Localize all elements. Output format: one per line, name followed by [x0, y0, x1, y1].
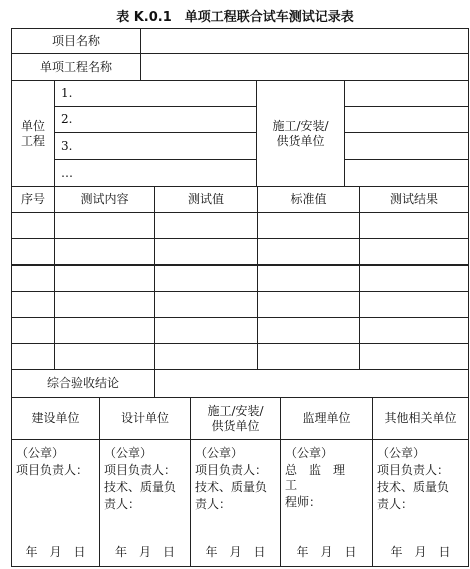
table-cell[interactable] [54, 238, 155, 265]
signer-line: 项目负责人： [104, 463, 177, 477]
header-content: 测试内容 [54, 186, 155, 213]
signer-line: 责人： [195, 497, 232, 511]
table-cell[interactable] [257, 343, 360, 370]
signer-line: 程师： [285, 495, 322, 509]
table-cell[interactable] [257, 265, 360, 292]
unit-item-1[interactable]: 1. [54, 80, 257, 107]
table-cell[interactable] [257, 291, 360, 318]
table-cell[interactable] [359, 238, 469, 265]
date-line: 年 月 日 [296, 545, 357, 559]
single-project-label: 单项工程名称 [11, 53, 141, 81]
signature-other[interactable] [372, 439, 469, 567]
seal-text: （公章） [377, 446, 426, 460]
table-cell[interactable] [54, 291, 155, 318]
table-cell[interactable] [359, 343, 469, 370]
table-cell[interactable] [154, 212, 258, 239]
signer-line: 责人： [104, 497, 141, 511]
table-cell[interactable] [54, 343, 155, 370]
signer-line: 总 监 理 工 [285, 463, 358, 492]
signer-label-other: 其他相关单位 [372, 397, 469, 440]
table-cell[interactable] [154, 317, 258, 344]
single-project-field[interactable] [140, 53, 469, 81]
table-cell[interactable] [11, 265, 55, 292]
contractor-label: 施工/安装/ 供货单位 [256, 80, 345, 187]
table-cell[interactable] [11, 238, 55, 265]
table-cell[interactable] [11, 212, 55, 239]
contractor-field-1[interactable] [344, 80, 469, 107]
table-cell[interactable] [359, 212, 469, 239]
table-cell[interactable] [359, 291, 469, 318]
unit-item-more: … [54, 159, 257, 187]
date-line: 年 月 日 [114, 545, 175, 559]
table-cell[interactable] [11, 343, 55, 370]
signer-line: 技术、质量负 [104, 480, 177, 494]
table-cell[interactable] [54, 317, 155, 344]
seal-text: （公章） [195, 446, 244, 460]
signer-label-supervisor: 监理单位 [280, 397, 373, 440]
conclusion-label: 综合验收结论 [11, 369, 155, 398]
table-cell[interactable] [154, 238, 258, 265]
signer-line: 项目负责人： [16, 463, 89, 477]
signer-line: 技术、质量负 [377, 480, 450, 494]
header-seq: 序号 [11, 186, 55, 213]
header-result: 测试结果 [359, 186, 469, 213]
unit-item-3[interactable]: 3. [54, 132, 257, 160]
signer-label-design: 设计单位 [99, 397, 191, 440]
seal-text: （公章） [16, 446, 65, 460]
signature-design[interactable] [99, 439, 191, 567]
signer-line: 技术、质量负 [195, 480, 268, 494]
table-cell[interactable] [359, 265, 469, 292]
date-line: 年 月 日 [205, 545, 266, 559]
table-cell[interactable] [54, 212, 155, 239]
contractor-field-2[interactable] [344, 106, 469, 133]
conclusion-field[interactable] [154, 369, 469, 398]
project-name-field[interactable] [140, 28, 469, 54]
signer-line: 项目负责人： [377, 463, 450, 477]
table-cell[interactable] [257, 212, 360, 239]
signature-contractor[interactable] [190, 439, 281, 567]
signature-supervisor[interactable] [280, 439, 373, 567]
unit-project-label: 单位 工程 [11, 80, 55, 187]
table-cell[interactable] [54, 265, 155, 292]
record-table [11, 28, 469, 567]
table-cell[interactable] [11, 291, 55, 318]
date-line: 年 月 日 [390, 545, 451, 559]
table-cell[interactable] [11, 317, 55, 344]
header-value: 测试值 [154, 186, 258, 213]
table-cell[interactable] [257, 317, 360, 344]
table-cell[interactable] [154, 265, 258, 292]
signer-label-owner: 建设单位 [11, 397, 100, 440]
contractor-field-4[interactable] [344, 159, 469, 187]
signature-owner[interactable] [11, 439, 100, 567]
unit-item-2[interactable]: 2. [54, 106, 257, 133]
signer-line: 责人： [377, 497, 414, 511]
table-cell[interactable] [154, 343, 258, 370]
seal-text: （公章） [104, 446, 153, 460]
table-cell[interactable] [359, 317, 469, 344]
table-cell[interactable] [154, 291, 258, 318]
page-title: 表 K.0.1 单项工程联合试车测试记录表 [116, 10, 354, 25]
header-standard: 标准值 [257, 186, 360, 213]
table-cell[interactable] [257, 238, 360, 265]
signer-line: 项目负责人： [195, 463, 268, 477]
project-name-label: 项目名称 [11, 28, 141, 54]
contractor-field-3[interactable] [344, 132, 469, 160]
date-line: 年 月 日 [25, 545, 86, 559]
seal-text: （公章） [285, 446, 334, 460]
signer-label-contractor: 施工/安装/ 供货单位 [190, 397, 281, 440]
